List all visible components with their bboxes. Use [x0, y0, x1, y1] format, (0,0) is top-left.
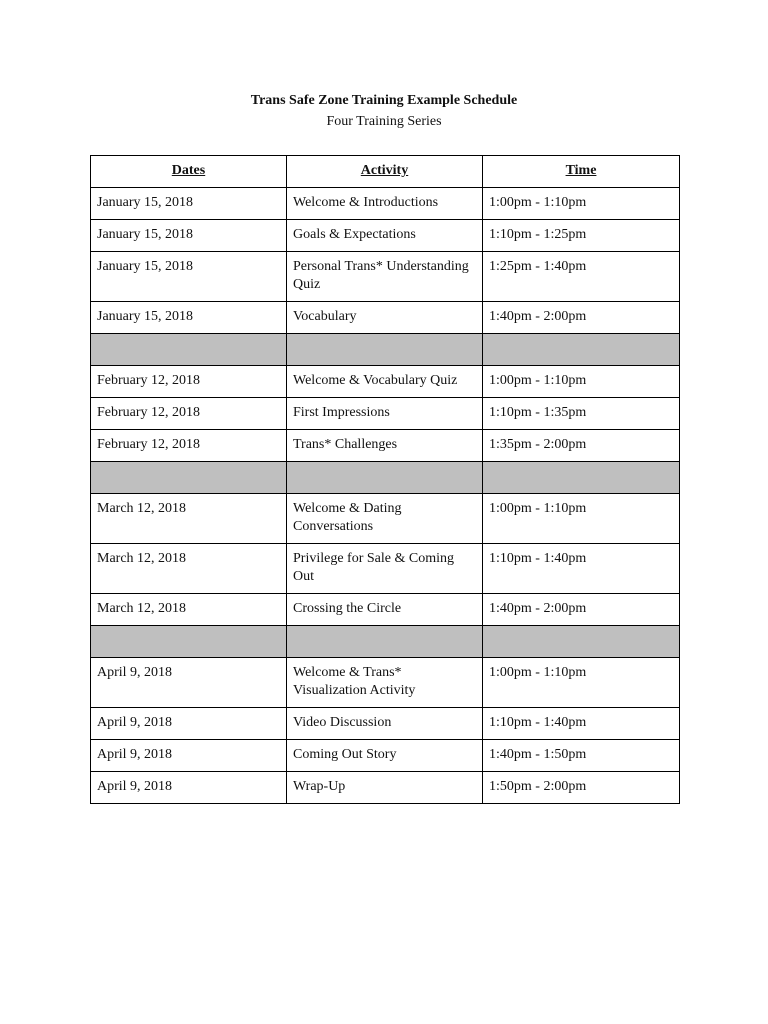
activity-cell: Video Discussion — [287, 708, 483, 740]
activity-cell: Coming Out Story — [287, 740, 483, 772]
date-cell: March 12, 2018 — [91, 544, 287, 594]
activity-cell: Wrap-Up — [287, 772, 483, 804]
time-cell: 1:10pm - 1:40pm — [483, 708, 680, 740]
activity-cell: First Impressions — [287, 398, 483, 430]
activity-cell: Goals & Expectations — [287, 220, 483, 252]
date-cell: January 15, 2018 — [91, 220, 287, 252]
activity-cell: Welcome & Trans* Visualization Activity — [287, 658, 483, 708]
separator-cell — [483, 462, 680, 494]
activity-cell: Welcome & Vocabulary Quiz — [287, 366, 483, 398]
table-row — [91, 430, 680, 462]
table-row — [91, 740, 680, 772]
date-cell: March 12, 2018 — [91, 494, 287, 544]
table-row — [91, 366, 680, 398]
table-row — [91, 708, 680, 740]
time-cell: 1:40pm - 2:00pm — [483, 302, 680, 334]
time-cell: 1:40pm - 2:00pm — [483, 594, 680, 626]
time-cell: 1:50pm - 2:00pm — [483, 772, 680, 804]
date-cell: April 9, 2018 — [91, 708, 287, 740]
activity-cell: Welcome & Dating Conversations — [287, 494, 483, 544]
table-row — [91, 220, 680, 252]
table-row — [91, 398, 680, 430]
separator-cell — [287, 626, 483, 658]
table-row — [91, 658, 680, 708]
date-cell: January 15, 2018 — [91, 252, 287, 302]
date-cell: February 12, 2018 — [91, 366, 287, 398]
time-cell: 1:25pm - 1:40pm — [483, 252, 680, 302]
date-cell: March 12, 2018 — [91, 594, 287, 626]
table-row — [91, 494, 680, 544]
activity-cell: Trans* Challenges — [287, 430, 483, 462]
separator-cell — [483, 626, 680, 658]
date-cell: April 9, 2018 — [91, 658, 287, 708]
separator-cell — [91, 462, 287, 494]
date-cell: February 12, 2018 — [91, 398, 287, 430]
date-cell: January 15, 2018 — [91, 188, 287, 220]
table-row — [91, 252, 680, 302]
separator-cell — [287, 462, 483, 494]
header-activity: Activity — [287, 156, 483, 188]
date-cell: April 9, 2018 — [91, 772, 287, 804]
date-cell: April 9, 2018 — [91, 740, 287, 772]
document-subtitle: Four Training Series — [326, 114, 442, 129]
table-row — [91, 594, 680, 626]
time-cell: 1:00pm - 1:10pm — [483, 658, 680, 708]
activity-cell: Vocabulary — [287, 302, 483, 334]
time-cell: 1:00pm - 1:10pm — [483, 188, 680, 220]
separator-cell — [287, 334, 483, 366]
separator-row — [91, 462, 680, 494]
separator-row — [91, 626, 680, 658]
activity-cell: Welcome & Introductions — [287, 188, 483, 220]
date-cell: January 15, 2018 — [91, 302, 287, 334]
activity-cell: Crossing the Circle — [287, 594, 483, 626]
date-cell: February 12, 2018 — [91, 430, 287, 462]
time-cell: 1:40pm - 1:50pm — [483, 740, 680, 772]
header-dates: Dates — [91, 156, 287, 188]
table-row — [91, 772, 680, 804]
time-cell: 1:10pm - 1:40pm — [483, 544, 680, 594]
table-row — [91, 544, 680, 594]
time-cell: 1:10pm - 1:25pm — [483, 220, 680, 252]
document-title: Trans Safe Zone Training Example Schedule — [250, 93, 518, 108]
table-row — [91, 302, 680, 334]
separator-cell — [483, 334, 680, 366]
activity-cell: Personal Trans* Understanding Quiz — [287, 252, 483, 302]
table-header-row — [91, 156, 680, 188]
time-cell: 1:10pm - 1:35pm — [483, 398, 680, 430]
time-cell: 1:00pm - 1:10pm — [483, 366, 680, 398]
time-cell: 1:35pm - 2:00pm — [483, 430, 680, 462]
separator-cell — [91, 334, 287, 366]
table-row — [91, 188, 680, 220]
separator-cell — [91, 626, 287, 658]
activity-cell: Privilege for Sale & Coming Out — [287, 544, 483, 594]
time-cell: 1:00pm - 1:10pm — [483, 494, 680, 544]
separator-row — [91, 334, 680, 366]
header-time: Time — [483, 156, 680, 188]
schedule-table — [90, 155, 680, 804]
